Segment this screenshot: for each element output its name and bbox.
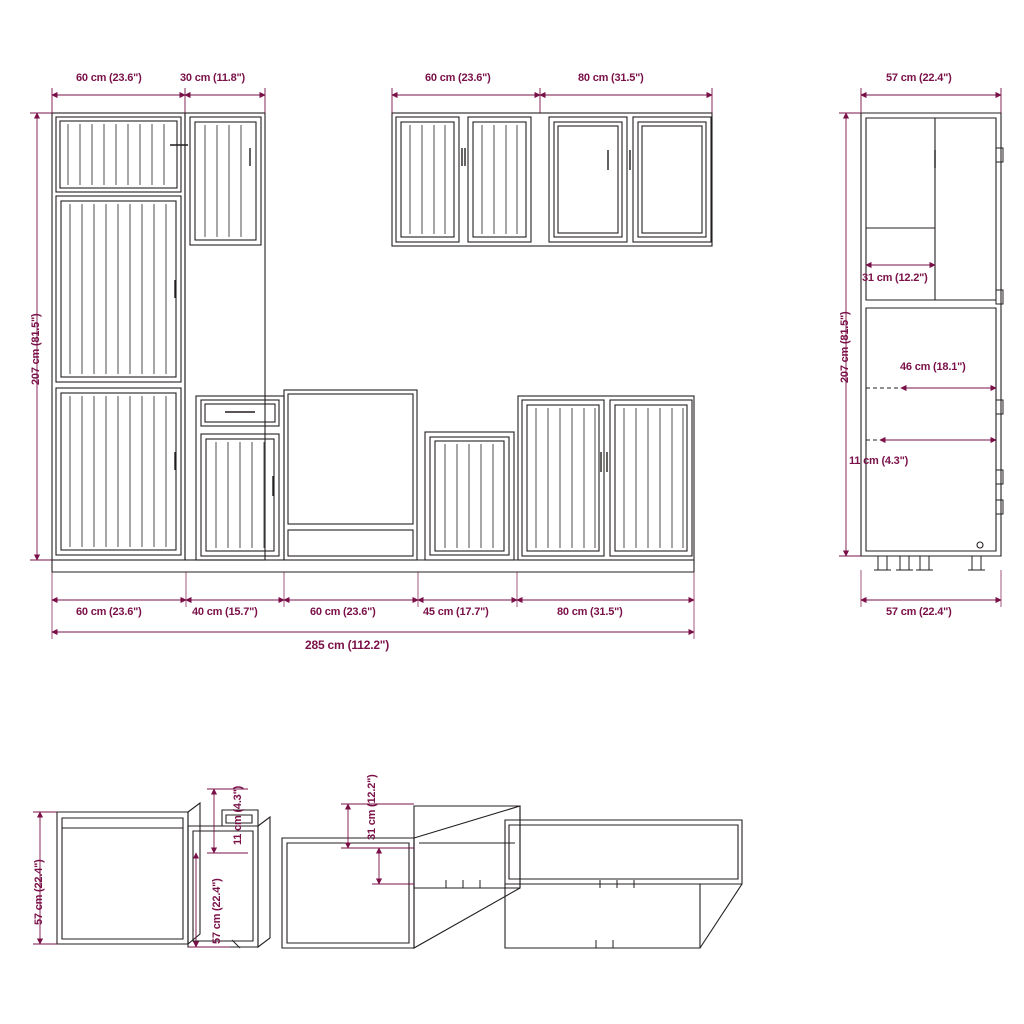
dim-plan-11: 11 cm (4.3")	[232, 785, 244, 845]
dim-top-60-left: 60 cm (23.6")	[76, 72, 142, 84]
dim-top-60-wall: 60 cm (23.6")	[425, 72, 491, 84]
dim-right-top-57: 57 cm (22.4")	[886, 72, 952, 84]
dim-plan-31: 31 cm (12.2")	[366, 774, 378, 840]
cabinet-outlines	[52, 113, 1003, 948]
dim-right-207: 207 cm (81.5")	[839, 311, 851, 383]
dim-right-46: 46 cm (18.1")	[900, 361, 966, 373]
dim-right-31: 31 cm (12.2")	[862, 272, 928, 284]
dim-bottom-40: 40 cm (15.7")	[192, 606, 258, 618]
dim-total-285: 285 cm (112.2")	[305, 638, 390, 652]
dim-bottom-80: 80 cm (31.5")	[557, 606, 623, 618]
dim-plan-57-a: 57 cm (22.4")	[33, 859, 45, 925]
dim-right-bottom-57: 57 cm (22.4")	[886, 606, 952, 618]
dim-plan-57-b: 57 cm (22.4")	[211, 878, 223, 944]
dim-top-30: 30 cm (11.8")	[180, 72, 245, 84]
dim-left-207: 207 cm (81.5")	[30, 313, 42, 385]
dim-bottom-45: 45 cm (17.7")	[423, 606, 489, 618]
dim-bottom-60-a: 60 cm (23.6")	[76, 606, 142, 618]
dim-right-11: 11 cm (4.3")	[849, 455, 909, 467]
dim-bottom-60-b: 60 cm (23.6")	[310, 606, 376, 618]
dim-top-80-wall: 80 cm (31.5")	[578, 72, 644, 84]
